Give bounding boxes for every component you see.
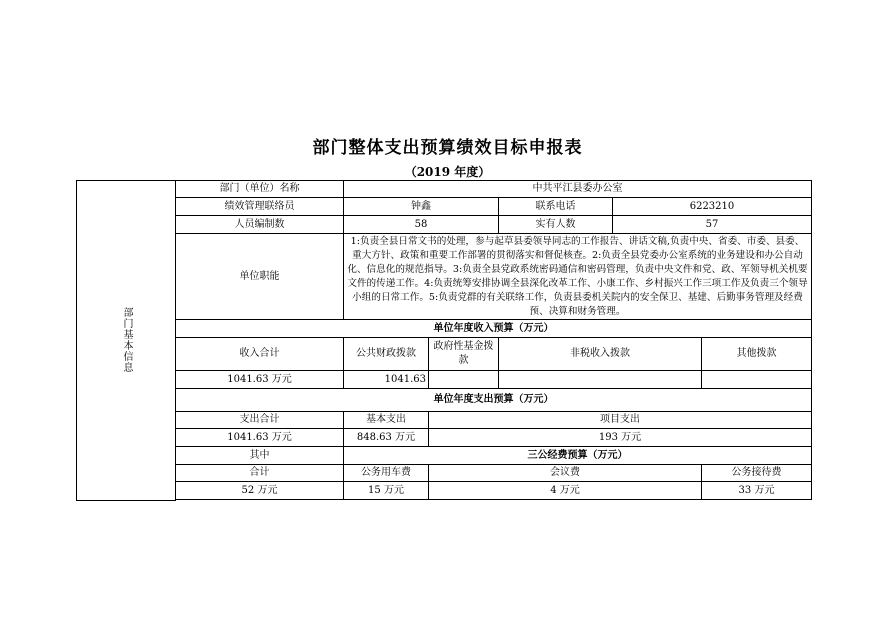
expense-col-basic: 基本支出 bbox=[344, 412, 429, 429]
income-nontax-value bbox=[499, 371, 702, 389]
actual-staff-value: 57 bbox=[613, 216, 812, 234]
three-public-col-meeting: 会议费 bbox=[429, 465, 702, 482]
expense-basic-value: 848.63 万元 bbox=[344, 429, 429, 447]
income-total-value: 1041.63 万元 bbox=[176, 371, 344, 389]
income-col-other: 其他拨款 bbox=[702, 338, 812, 371]
expense-col-total: 支出合计 bbox=[176, 412, 344, 429]
income-other-value bbox=[702, 371, 812, 389]
duties-label: 单位职能 bbox=[176, 234, 344, 320]
three-public-header: 三公经费预算（万元） bbox=[344, 447, 812, 465]
among-label: 其中 bbox=[176, 447, 344, 465]
dept-name-label: 部门（单位）名称 bbox=[176, 181, 344, 198]
duties-text: 1:负责全县日常文书的处理，参与起草县委领导同志的工作报告、讲话文稿,负责中央、省委、市委、县委、重大方针、政策和重要工作部署的贯彻落实和督促核查。2:负责全县党委办公室系统的业务建设和办公自动化、信息化的规范指导。3:负责全县党政系统密码通信和密码管理，负责中央文件和党、政、军领导机关机要文件的传递工作。4:负责统筹安排协调全县深化改革工作、小康工作、乡村振兴工作三项工作及负责三个领导小组的日常工作。5:负责党群的有关联络工作，负责县委机关院内的安全保卫、基建、后勤事务管理及经费预、决算和财务管理。 bbox=[344, 234, 812, 320]
income-col-total: 收入合计 bbox=[176, 338, 344, 371]
income-public-value: 1041.63 bbox=[344, 371, 429, 389]
expense-col-project: 项目支出 bbox=[429, 412, 812, 429]
actual-staff-label: 实有人数 bbox=[499, 216, 613, 234]
three-public-car-value: 15 万元 bbox=[344, 482, 429, 500]
expense-header: 单位年度支出预算（万元） bbox=[176, 389, 812, 412]
contact-person-label: 绩效管理联络员 bbox=[176, 198, 344, 216]
income-col-nontax: 非税收入拨款 bbox=[499, 338, 702, 371]
phone-label: 联系电话 bbox=[499, 198, 613, 216]
expense-project-value: 193 万元 bbox=[429, 429, 812, 447]
income-header: 单位年度收入预算（万元） bbox=[176, 320, 812, 338]
side-label-basic-info: 部门基本信息 bbox=[77, 181, 176, 501]
three-public-meeting-value: 4 万元 bbox=[429, 482, 702, 500]
expense-total-value: 1041.63 万元 bbox=[176, 429, 344, 447]
phone-value: 6223210 bbox=[613, 198, 812, 216]
three-public-col-car: 公务用车费 bbox=[344, 465, 429, 482]
budget-form-table bbox=[76, 180, 812, 501]
three-public-total-value: 52 万元 bbox=[176, 482, 344, 500]
dept-name-value: 中共平江县委办公室 bbox=[344, 181, 812, 198]
page-title: 部门整体支出预算绩效目标申报表 bbox=[312, 138, 583, 158]
income-col-fund: 政府性基金拨款 bbox=[429, 338, 499, 371]
three-public-col-reception: 公务接待费 bbox=[702, 465, 812, 482]
income-fund-value bbox=[429, 371, 499, 389]
three-public-col-total: 合计 bbox=[176, 465, 344, 482]
page-subtitle: （2019 年度） bbox=[404, 165, 491, 179]
staff-quota-value: 58 bbox=[344, 216, 499, 234]
three-public-reception-value: 33 万元 bbox=[702, 482, 812, 500]
income-col-public: 公共财政拨款 bbox=[344, 338, 429, 371]
staff-quota-label: 人员编制数 bbox=[176, 216, 344, 234]
contact-person-value: 钟鑫 bbox=[344, 198, 499, 216]
